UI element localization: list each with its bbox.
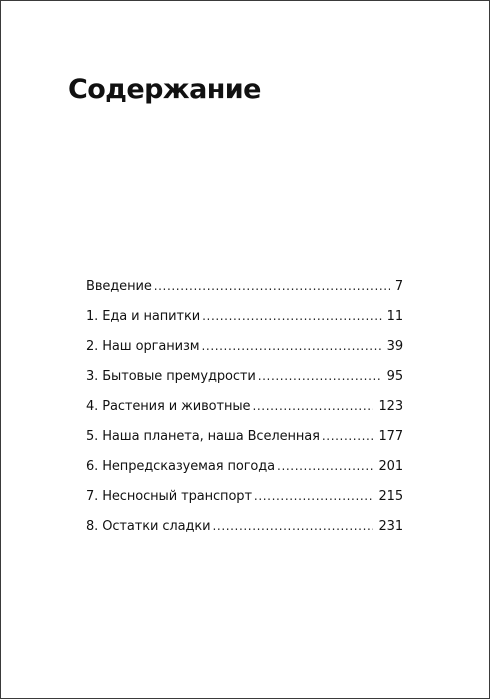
dot-leader [277, 456, 373, 476]
toc-entry-label: 3. Бытовые премудрости [86, 369, 256, 384]
toc-entry-page-number: 215 [378, 489, 403, 504]
page-title: Содержание [68, 74, 261, 105]
toc-entry-page-number: 39 [386, 339, 403, 354]
dot-leader [212, 516, 373, 536]
toc-entry-label: 7. Несносный транспорт [86, 489, 252, 504]
toc-entry-label: 6. Непредсказуемая погода [86, 459, 276, 474]
dot-leader [154, 276, 390, 296]
dot-leader [252, 396, 373, 416]
dot-leader [254, 486, 374, 506]
toc-entry-chapter-2[interactable] [86, 336, 403, 366]
toc-entry-chapter-8[interactable] [86, 516, 403, 546]
toc-entry-chapter-4[interactable] [86, 396, 403, 426]
dot-leader [258, 366, 382, 386]
dot-leader [322, 426, 374, 446]
toc-entry-chapter-5[interactable] [86, 426, 403, 456]
toc-entry-chapter-1[interactable] [86, 306, 403, 336]
toc-entry-label: 2. Наш организм [86, 339, 200, 354]
toc-entry-chapter-3[interactable] [86, 366, 403, 396]
toc-entry-page-number: 11 [386, 309, 403, 324]
toc-entry-label: Введение [86, 279, 152, 294]
dot-leader [201, 336, 381, 356]
toc-entry-label: 4. Растения и животные [86, 399, 251, 414]
toc-entry-page-number: 201 [378, 459, 403, 474]
toc-entry-page-number: 177 [378, 429, 403, 444]
toc-entry-label: 1. Еда и напитки [86, 309, 201, 324]
toc-entry-chapter-6[interactable] [86, 456, 403, 486]
toc-entry-page-number: 7 [394, 279, 403, 294]
dot-leader [202, 306, 382, 326]
toc-entry-label: 8. Остатки сладки [86, 519, 211, 534]
toc-entry-page-number: 231 [378, 519, 403, 534]
toc-entry-label: 5. Наша планета, наша Вселенная [86, 429, 320, 444]
toc-entry-page-number: 123 [378, 399, 403, 414]
toc-entry-chapter-7[interactable] [86, 486, 403, 516]
table-of-contents [86, 276, 403, 546]
toc-entry-page-number: 95 [386, 369, 403, 384]
toc-entry-introduction[interactable] [86, 276, 403, 306]
